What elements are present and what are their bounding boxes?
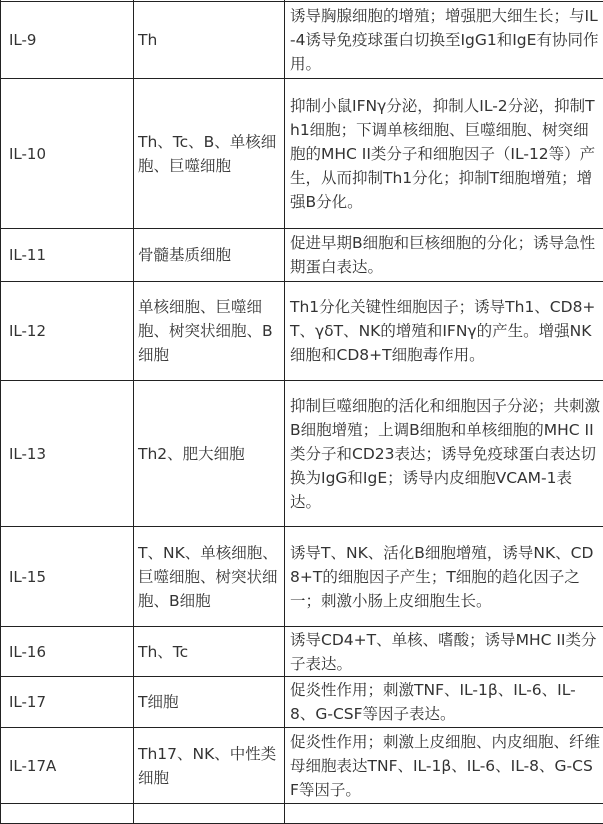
table-row — [1, 728, 603, 804]
function-cell: Th1分化关键性细胞因子；诱导Th1、CD8+T、γδT、NK的增殖和IFNγ的产生。增强NK细胞和CD8+T细胞毒作用。 — [285, 282, 603, 381]
cytokine-name-cell: IL-15 — [1, 527, 134, 627]
source-cells-cell: Th17、NK、中性类细胞 — [134, 728, 285, 804]
table-row — [1, 381, 603, 527]
source-cells-cell — [134, 804, 285, 824]
source-cells-cell: 单核细胞、巨噬细胞、树突状细胞、B细胞 — [134, 282, 285, 381]
table-row — [1, 2, 603, 79]
function-cell: 促炎性作用；刺激上皮细胞、内皮细胞、纤维母细胞表达TNF、IL-1β、IL-6、IL-8、G-CSF等因子。 — [285, 728, 603, 804]
function-cell: 诱导T、NK、活化B细胞增殖，诱导NK、CD8+T的细胞因子产生；T细胞的趋化因子之一；刺激小肠上皮细胞生长。 — [285, 527, 603, 627]
cytokine-name-cell: IL-17 — [1, 677, 134, 728]
table-row — [1, 627, 603, 677]
table-row — [1, 677, 603, 728]
cytokine-name-cell: IL-12 — [1, 282, 134, 381]
cytokine-name-cell — [1, 804, 134, 824]
cytokine-name-cell: IL-16 — [1, 627, 134, 677]
table-row — [1, 229, 603, 282]
cytokine-name-cell: IL-10 — [1, 79, 134, 229]
cytokine-name-cell: IL-11 — [1, 229, 134, 282]
function-cell: 促进早期B细胞和巨核细胞的分化；诱导急性期蛋白表达。 — [285, 229, 603, 282]
function-cell: 促炎性作用；刺激TNF、IL-1β、IL-6、IL-8、G-CSF等因子表达。 — [285, 677, 603, 728]
source-cells-cell: Th2、肥大细胞 — [134, 381, 285, 527]
cytokine-name-cell: IL-9 — [1, 2, 134, 79]
source-cells-cell: Th — [134, 2, 285, 79]
table-row — [1, 79, 603, 229]
function-cell: 诱导胸腺细胞的增殖；增强肥大细生长；与IL-4诱导免疫球蛋白切换至IgG1和IgE有协同作用。 — [285, 2, 603, 79]
table-row — [1, 282, 603, 381]
source-cells-cell: Th、Tc — [134, 627, 285, 677]
source-cells-cell: 骨髓基质细胞 — [134, 229, 285, 282]
cytokine-name-cell: IL-13 — [1, 381, 134, 527]
function-cell — [285, 804, 603, 824]
source-cells-cell: T细胞 — [134, 677, 285, 728]
table-row — [1, 527, 603, 627]
function-cell: 抑制巨噬细胞的活化和细胞因子分泌；共刺激B细胞增殖；上调B细胞和单核细胞的MHC II类分子和CD23表达；诱导免疫球蛋白表达切换为IgG和IgE；诱导内皮细胞VCAM-1表达。 — [285, 381, 603, 527]
function-cell: 抑制小鼠IFNγ分泌，抑制人IL-2分泌，抑制Th1细胞；下调单核细胞、巨噬细胞、树突细胞的MHC II类分子和细胞因子（IL-12等）产生，从而抑制Th1分化；抑制T细胞增殖；增强B分化。 — [285, 79, 603, 229]
source-cells-cell: Th、Tc、B、单核细胞、巨噬细胞 — [134, 79, 285, 229]
cytokine-name-cell: IL-17A — [1, 728, 134, 804]
source-cells-cell: T、NK、单核细胞、巨噬细胞、树突状细胞、B细胞 — [134, 527, 285, 627]
table-row — [1, 804, 603, 824]
function-cell: 诱导CD4+T、单核、嗜酸；诱导MHC II类分子表达。 — [285, 627, 603, 677]
